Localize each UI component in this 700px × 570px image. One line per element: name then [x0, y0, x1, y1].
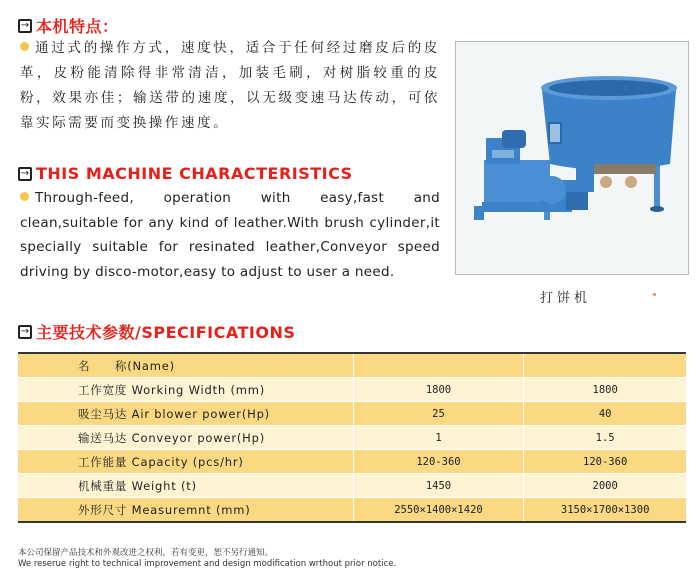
row-label: 工作宽度 Working Width (mm)	[18, 378, 353, 402]
table-row	[18, 426, 686, 450]
row-value-model2: 1800	[524, 378, 686, 402]
features-en-paragraph	[20, 186, 440, 284]
table-row	[18, 474, 686, 498]
table-row	[18, 402, 686, 426]
machine-photo	[455, 41, 689, 275]
row-label: 吸尘马达 Air blower power(Hp)	[18, 402, 353, 426]
features-cn-text: 通过式的操作方式，速度快，适合于任何经过磨皮后的皮革，皮粉能清除得非常清洁，加装毛刷，对树脂较重的皮粉，效果亦佳；输送带的速度，以无级变速马达传动，可依靠实际需要而变换操作速度。	[20, 40, 440, 131]
features-cn-heading-block	[18, 14, 119, 37]
row-value-model1: 25	[353, 402, 524, 426]
specifications-table	[18, 352, 686, 523]
row-value-model2: 40	[524, 402, 686, 426]
specs-heading-block	[18, 320, 295, 343]
table-row	[18, 378, 686, 402]
arrow-box-icon: →	[18, 325, 32, 339]
features-en-heading-block	[18, 164, 353, 183]
decorative-dot	[653, 293, 656, 296]
row-label: 输送马达 Conveyor power(Hp)	[18, 426, 353, 450]
table-row	[18, 450, 686, 474]
row-value-model2: 2000	[524, 474, 686, 498]
footer-note-en: We reserue right to technical improvement and design modification wrthout prior notice.	[18, 559, 397, 569]
header-model2-cell	[524, 353, 686, 378]
features-cn-paragraph	[20, 36, 440, 136]
header-model1-cell	[353, 353, 524, 378]
row-value-model2: 120-360	[524, 450, 686, 474]
bullet-icon	[20, 42, 29, 51]
machine-illustration	[456, 42, 688, 274]
row-value-model1: 1800	[353, 378, 524, 402]
row-label: 工作能量 Capacity (pcs/hr)	[18, 450, 353, 474]
row-value-model1: 1	[353, 426, 524, 450]
table-header-row	[18, 353, 686, 378]
row-value-model1: 1450	[353, 474, 524, 498]
features-cn-heading: 本机特点：	[36, 17, 119, 36]
row-value-model1: 2550×1400×1420	[353, 498, 524, 523]
features-en-text: Through-feed, operation with easy,fast and clean,suitable for any kind of leather.With brush cylinder,it specially suitable for resinated leather,Conveyor speed driving by disco-motor,easy to adjust to user a need.	[20, 190, 440, 280]
row-label: 机械重量 Weight (t)	[18, 474, 353, 498]
row-value-model1: 120-360	[353, 450, 524, 474]
machine-caption: 打饼机	[540, 291, 592, 306]
features-en-heading: THIS MACHINE CHARACTERISTICS	[36, 164, 353, 183]
row-value-model2: 3150×1700×1300	[524, 498, 686, 523]
row-value-model2: 1.5	[524, 426, 686, 450]
specs-heading: 主要技术参数/SPECIFICATIONS	[36, 323, 296, 342]
arrow-box-icon: →	[18, 19, 32, 33]
footer-note-cn: 本公司保留产品技术和外观改进之权利，若有变更，恕不另行通知。	[18, 548, 274, 558]
header-name-cell: 名 称(Name)	[18, 353, 353, 378]
bullet-icon	[20, 192, 29, 201]
arrow-box-icon: →	[18, 167, 32, 181]
table-row	[18, 498, 686, 523]
row-label: 外形尺寸 Measuremnt (mm)	[18, 498, 353, 523]
